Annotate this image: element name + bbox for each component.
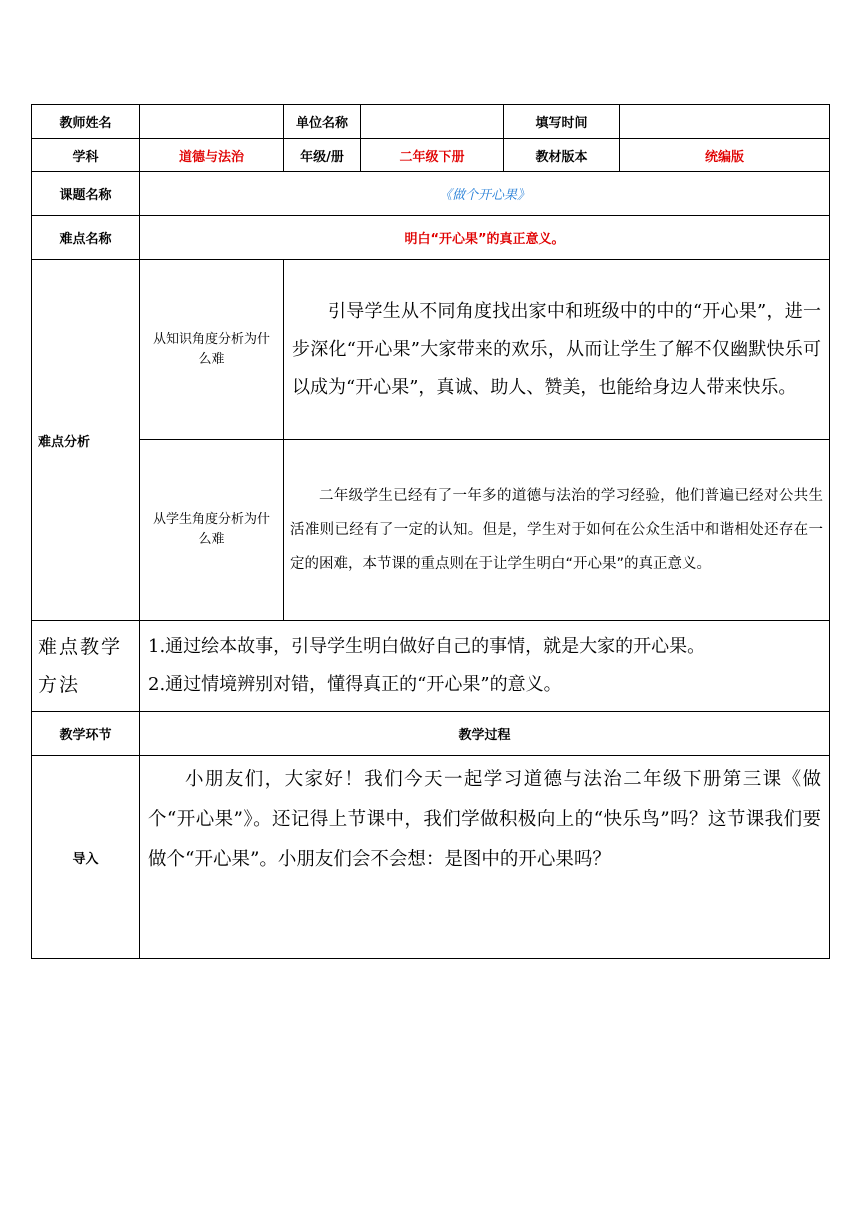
fill-date-value[interactable]	[620, 105, 830, 139]
analysis-student-row	[32, 440, 830, 621]
method-item: 2.通过情境辨别对错，懂得真正的“开心果”的意义。	[148, 674, 562, 695]
student-angle-text: 二年级学生已经有了一年多的道德与法治的学习经验，他们普遍已经对公共生活准则已经有了一定的认知。但是，学生对于如何在公众生活中和谐相处还存在一定的困难，本节课的重点则在于让学生明白“开心果”的真正意义。	[284, 440, 830, 621]
fill-date-label: 填写时间	[504, 105, 620, 139]
student-angle-label: 从学生角度分析为什么难	[140, 440, 284, 621]
lesson-plan-sheet	[31, 104, 829, 959]
teacher-name-label: 教师姓名	[32, 105, 140, 139]
subject-label: 学科	[32, 139, 140, 172]
method-row	[32, 621, 830, 712]
method-item: 1.通过绘本故事，引导学生明白做好自己的事情，就是大家的开心果。	[148, 636, 706, 657]
grade-value: 二年级下册	[361, 139, 504, 172]
analysis-knowledge-row	[32, 260, 830, 440]
stage-header: 教学环节	[32, 712, 140, 756]
edition-value: 统编版	[620, 139, 830, 172]
method-list	[140, 621, 830, 712]
teacher-name-value[interactable]	[140, 105, 284, 139]
subject-value: 道德与法治	[140, 139, 284, 172]
process-header: 教学过程	[140, 712, 830, 756]
analysis-label: 难点分析	[32, 260, 140, 621]
difficulty-value: 明白“开心果”的真正意义。	[140, 216, 830, 260]
method-label: 难点教学方法	[32, 621, 140, 712]
process-header-row	[32, 712, 830, 756]
difficulty-row	[32, 216, 830, 260]
intro-label: 导入	[32, 756, 140, 959]
edition-label: 教材版本	[504, 139, 620, 172]
unit-name-label: 单位名称	[284, 105, 361, 139]
intro-row	[32, 756, 830, 959]
unit-name-value[interactable]	[361, 105, 504, 139]
grade-label: 年级/册	[284, 139, 361, 172]
intro-text: 小朋友们，大家好！我们今天一起学习道德与法治二年级下册第三课《做个“开心果”》。还记得上节课中，我们学做积极向上的“快乐鸟”吗？这节课我们要做个“开心果”。小朋友们会不会想：是图中的开心果吗？	[140, 756, 830, 959]
lesson-title-value: 《做个开心果》	[140, 172, 830, 216]
lesson-title-label: 课题名称	[32, 172, 140, 216]
difficulty-label: 难点名称	[32, 216, 140, 260]
lesson-plan-table	[31, 104, 830, 959]
lesson-row	[32, 172, 830, 216]
subject-row	[32, 139, 830, 172]
knowledge-angle-label: 从知识角度分析为什么难	[140, 260, 284, 440]
header-row	[32, 105, 830, 139]
knowledge-angle-text: 引导学生从不同角度找出家中和班级中的中的“开心果”，进一步深化“开心果”大家带来的欢乐，从而让学生了解不仅幽默快乐可以成为“开心果”，真诚、助人、赞美，也能给身边人带来快乐。	[284, 260, 830, 440]
